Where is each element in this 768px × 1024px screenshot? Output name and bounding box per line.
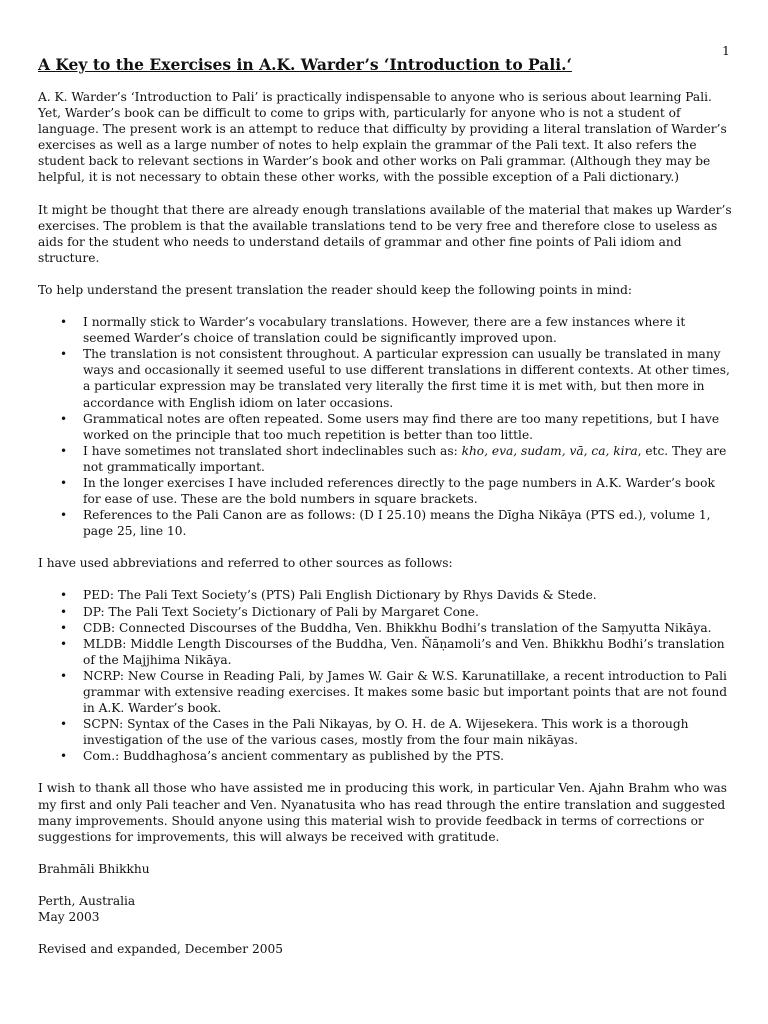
list-item: • References to the Pali Canon are as follows: (D I 25.10) means the Dīgha Nikāya (PTS ed.), volume 1, page 25, line 10. xyxy=(83,507,732,539)
list-item: • NCRP: New Course in Reading Pali, by James W. Gair & W.S. Karunatillake, a recent introduction to Pali grammar with extensive reading exercises. It makes some basic but important points that are not found in A.K. Warder’s book. xyxy=(83,668,732,716)
list-item: • Grammatical notes are often repeated. Some users may find there are too many repetitions, but I have worked on the principle that too much repetition is better than too little. xyxy=(83,411,732,443)
list-item-text: , etc. They are not grammatically important. xyxy=(83,443,727,474)
abbreviations-list xyxy=(38,587,732,764)
page-number: 1 xyxy=(722,43,730,58)
revision-note: Revised and expanded, December 2005 xyxy=(38,942,283,957)
list-item: • The translation is not consistent throughout. A particular expression can usually be translated in many ways and occasionally it seemed useful to use different translations in different contexts. At other times, a particular expression may be translated very literally the first time it is met with, but then more in accordance with English idiom on later occasions. xyxy=(83,346,732,410)
points-list xyxy=(38,314,732,539)
author-date: May 2003 xyxy=(38,910,100,925)
signature-block xyxy=(38,861,732,957)
list-item: • MLDB: Middle Length Discourses of the Buddha, Ven. Ñāṇamoli’s and Ven. Bhikkhu Bodhi’s translation of the Majjhima Nikāya. xyxy=(83,636,732,668)
points-intro-paragraph: To help understand the present translation the reader should keep the following points in mind: xyxy=(38,282,633,297)
translations-paragraph: It might be thought that there are already enough translations available of the material that makes up Warder’s exercises. The problem is that the available translations tend to be very free and therefore close to useless as aids for the student who needs to understand details of grammar and other fine points of Pali idiom and structure. xyxy=(38,202,732,265)
list-item: • SCPN: Syntax of the Cases in the Pali Nikayas, by O. H. de A. Wijesekera. This work is a thorough investigation of the use of the various cases, mostly from the four main nikāyas. xyxy=(83,716,732,748)
document-page xyxy=(38,42,732,973)
list-item: • DP: The Pali Text Society’s Dictionary of Pali by Margaret Cone. xyxy=(83,604,732,620)
list-item xyxy=(83,443,732,475)
document-title: A Key to the Exercises in A.K. Warder’s ‘Introduction to Pali.‘ xyxy=(38,55,572,74)
abbreviations-intro-paragraph: I have used abbreviations and referred to other sources as follows: xyxy=(38,556,453,571)
author-place: Perth, Australia xyxy=(38,893,136,908)
list-item-text: I have sometimes not translated short indeclinables such as: xyxy=(83,443,462,458)
intro-paragraph: A. K. Warder’s ‘Introduction to Pali’ is practically indispensable to anyone who is serious about learning Pali. Yet, Warder’s book can be difficult to come to grips with, particularly for anyone who is not a student of language. The present work is an attempt to reduce that difficulty by providing a literal translation of Warder’s exercises as well as a large number of notes to help explain the grammar of the Pali text. It also refers the student back to relevant sections in Warder’s book and other works on Pali grammar. (Although they may be helpful, it is not necessary to obtain these other works, with the possible exception of a Pali dictionary.) xyxy=(38,90,727,185)
list-item: • In the longer exercises I have included references directly to the page numbers in A.K. Warder’s book for ease of use. These are the bold numbers in square brackets. xyxy=(83,475,732,507)
list-item: • I normally stick to Warder’s vocabulary translations. However, there are a few instances where it seemed Warder’s choice of translation could be significantly improved upon. xyxy=(83,314,732,346)
acknowledgements-paragraph: I wish to thank all those who have assisted me in producing this work, in particular Ven. Ajahn Brahm who was my first and only Pali teacher and Ven. Nyanatusita who has read through the entire translation and suggested many improvements. Should anyone using this material wish to provide feedback in terms of corrections or suggestions for improvements, this will always be received with gratitude. xyxy=(38,781,728,844)
list-item: • PED: The Pali Text Society’s (PTS) Pali English Dictionary by Rhys Davids & Stede. xyxy=(83,587,732,603)
author-name: Brahmāli Bhikkhu xyxy=(38,861,150,876)
list-item: • Com.: Buddhaghosa’s ancient commentary as published by the PTS. xyxy=(83,748,732,764)
indeclinables-examples: kho, eva, sudam, vā, ca, kira xyxy=(461,443,638,458)
list-item: • CDB: Connected Discourses of the Buddha, Ven. Bhikkhu Bodhi’s translation of the Saṃyutta Nikāya. xyxy=(83,620,732,636)
